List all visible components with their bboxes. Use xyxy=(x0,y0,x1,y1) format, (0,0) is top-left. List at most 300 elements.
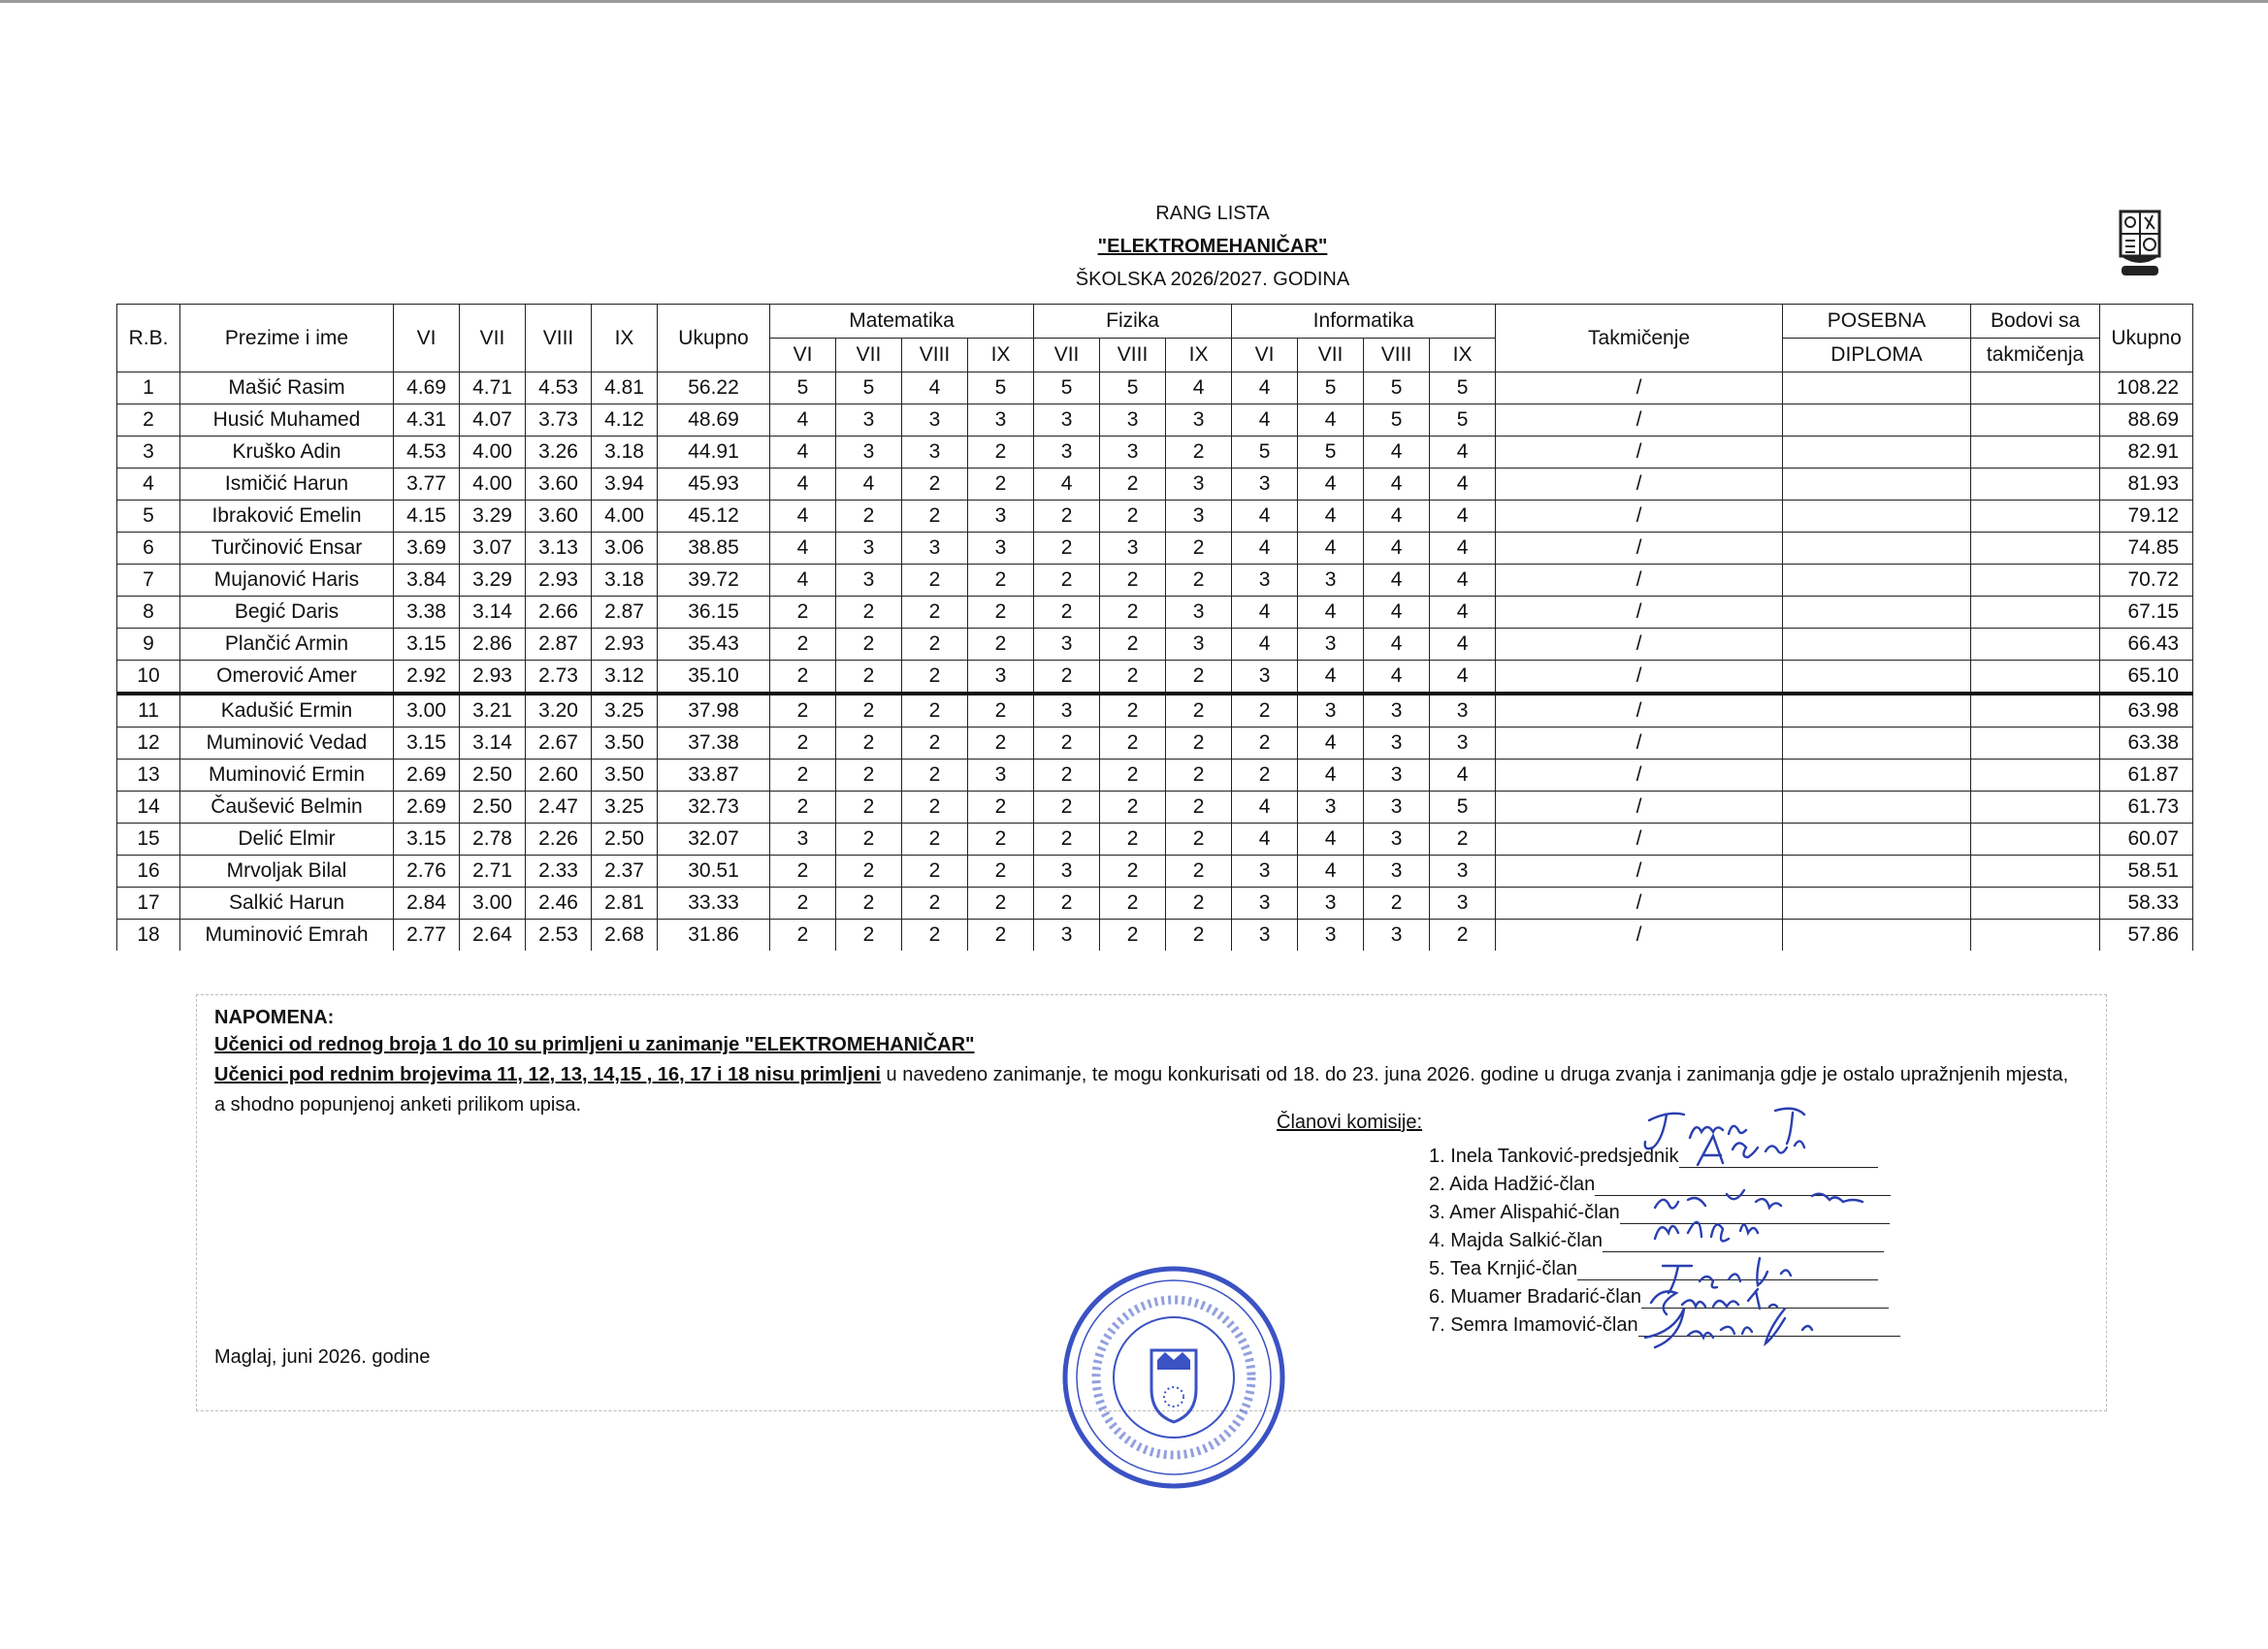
cell-informatika: 5 xyxy=(1364,404,1430,436)
cell-fizika: 2 xyxy=(1100,856,1166,888)
cell-matematika: 2 xyxy=(902,728,968,760)
cell-informatika: 3 xyxy=(1298,629,1364,661)
cell-informatika: 3 xyxy=(1232,565,1298,597)
cell-posebna xyxy=(1783,920,1971,952)
cell-informatika: 4 xyxy=(1364,597,1430,629)
cell-informatika: 3 xyxy=(1298,920,1364,952)
cell-bodovi xyxy=(1971,728,2100,760)
cell-informatika: 3 xyxy=(1364,856,1430,888)
cell-matematika: 2 xyxy=(968,824,1034,856)
cell-informatika: 3 xyxy=(1364,694,1430,728)
commission-member: 4. Majda Salkić-član xyxy=(1429,1230,1884,1252)
cell-matematika: 3 xyxy=(836,404,902,436)
cell-grade: 3.60 xyxy=(526,469,592,501)
cell-posebna xyxy=(1783,629,1971,661)
cell-fizika: 2 xyxy=(1034,760,1100,792)
cell-grade: 3.50 xyxy=(592,728,658,760)
cell-grade: 2.92 xyxy=(394,661,460,695)
cell-matematika: 3 xyxy=(836,533,902,565)
cell-name: Muminović Emrah xyxy=(180,920,394,952)
cell-bodovi xyxy=(1971,597,2100,629)
cell-matematika: 3 xyxy=(836,436,902,469)
cell-informatika: 3 xyxy=(1298,694,1364,728)
col-fizika: Fizika xyxy=(1034,305,1232,339)
note-title: NAPOMENA: xyxy=(214,1007,335,1028)
cell-fizika: 4 xyxy=(1166,372,1232,404)
commission-member: 1. Inela Tanković-predsjednik xyxy=(1429,1146,1878,1168)
cell-bodovi xyxy=(1971,501,2100,533)
cell-informatika: 2 xyxy=(1232,728,1298,760)
cell-takmicenje: / xyxy=(1496,565,1783,597)
col-vi: VI xyxy=(394,305,460,372)
cell-fizika: 2 xyxy=(1166,792,1232,824)
cell-matematika: 2 xyxy=(968,792,1034,824)
cell-informatika: 4 xyxy=(1232,501,1298,533)
cell-matematika: 2 xyxy=(770,661,836,695)
school-logo-icon xyxy=(2118,210,2162,281)
cell-matematika: 3 xyxy=(902,533,968,565)
header-school-year: ŠKOLSKA 2026/2027. GODINA xyxy=(1075,269,1350,290)
col-name: Prezime i ime xyxy=(180,305,394,372)
cell-informatika: 4 xyxy=(1298,856,1364,888)
cell-rb: 7 xyxy=(117,565,180,597)
cell-posebna xyxy=(1783,533,1971,565)
ranking-table-body xyxy=(117,372,2193,952)
cell-grade: 2.67 xyxy=(526,728,592,760)
cell-informatika: 4 xyxy=(1298,824,1364,856)
cell-grade: 4.81 xyxy=(592,372,658,404)
cell-grade: 4.00 xyxy=(460,469,526,501)
cell-fizika: 3 xyxy=(1034,404,1100,436)
cell-rb: 6 xyxy=(117,533,180,565)
cell-ukupno: 45.12 xyxy=(658,501,770,533)
cell-matematika: 2 xyxy=(836,694,902,728)
col-bodovi-2: takmičenja xyxy=(1971,339,2100,372)
cell-total: 74.85 xyxy=(2100,533,2193,565)
cell-rb: 14 xyxy=(117,792,180,824)
cell-informatika: 4 xyxy=(1232,533,1298,565)
col-viii: VIII xyxy=(526,305,592,372)
cell-grade: 2.50 xyxy=(460,792,526,824)
cell-fizika: 3 xyxy=(1034,629,1100,661)
cell-bodovi xyxy=(1971,533,2100,565)
cell-informatika: 5 xyxy=(1232,436,1298,469)
cell-takmicenje: / xyxy=(1496,404,1783,436)
cell-grade: 2.46 xyxy=(526,888,592,920)
cell-bodovi xyxy=(1971,469,2100,501)
cell-informatika: 5 xyxy=(1298,436,1364,469)
cell-grade: 4.00 xyxy=(460,436,526,469)
col-inf-ix: IX xyxy=(1430,339,1496,372)
cell-posebna xyxy=(1783,501,1971,533)
col-fiz-ix: IX xyxy=(1166,339,1232,372)
cell-total: 81.93 xyxy=(2100,469,2193,501)
col-ukupno-final: Ukupno xyxy=(2100,305,2193,372)
cell-matematika: 3 xyxy=(770,824,836,856)
cell-informatika: 4 xyxy=(1430,501,1496,533)
col-mat-ix: IX xyxy=(968,339,1034,372)
cell-informatika: 5 xyxy=(1430,372,1496,404)
cell-matematika: 2 xyxy=(836,792,902,824)
cell-total: 58.33 xyxy=(2100,888,2193,920)
cell-informatika: 4 xyxy=(1298,597,1364,629)
cell-fizika: 2 xyxy=(1100,661,1166,695)
cell-posebna xyxy=(1783,856,1971,888)
cell-fizika: 2 xyxy=(1034,888,1100,920)
commission-title: Članovi komisije: xyxy=(1277,1112,1423,1133)
cell-grade: 2.84 xyxy=(394,888,460,920)
cell-informatika: 4 xyxy=(1298,469,1364,501)
table-row xyxy=(117,597,2193,629)
col-informatika: Informatika xyxy=(1232,305,1496,339)
cell-informatika: 2 xyxy=(1430,920,1496,952)
cell-grade: 3.15 xyxy=(394,728,460,760)
cell-bodovi xyxy=(1971,856,2100,888)
cell-total: 60.07 xyxy=(2100,824,2193,856)
cell-rb: 8 xyxy=(117,597,180,629)
cell-takmicenje: / xyxy=(1496,661,1783,695)
cell-fizika: 2 xyxy=(1100,469,1166,501)
cell-grade: 3.25 xyxy=(592,792,658,824)
cell-grade: 3.20 xyxy=(526,694,592,728)
cell-informatika: 3 xyxy=(1232,661,1298,695)
cell-informatika: 4 xyxy=(1232,597,1298,629)
cell-matematika: 4 xyxy=(770,404,836,436)
cell-fizika: 2 xyxy=(1034,565,1100,597)
cell-matematika: 3 xyxy=(836,565,902,597)
table-row xyxy=(117,404,2193,436)
cell-fizika: 2 xyxy=(1166,888,1232,920)
cell-informatika: 3 xyxy=(1232,920,1298,952)
cell-informatika: 3 xyxy=(1430,856,1496,888)
document-header xyxy=(873,197,1552,296)
cell-rb: 16 xyxy=(117,856,180,888)
cell-matematika: 4 xyxy=(770,533,836,565)
cell-bodovi xyxy=(1971,629,2100,661)
cell-total: 70.72 xyxy=(2100,565,2193,597)
cell-fizika: 2 xyxy=(1034,728,1100,760)
cell-ukupno: 32.07 xyxy=(658,824,770,856)
table-row xyxy=(117,469,2193,501)
cell-bodovi xyxy=(1971,661,2100,695)
cell-fizika: 5 xyxy=(1034,372,1100,404)
cell-matematika: 2 xyxy=(968,694,1034,728)
col-rb: R.B. xyxy=(117,305,180,372)
cell-name: Begić Daris xyxy=(180,597,394,629)
table-row xyxy=(117,856,2193,888)
cell-informatika: 4 xyxy=(1232,629,1298,661)
cell-ukupno: 48.69 xyxy=(658,404,770,436)
cell-ukupno: 33.87 xyxy=(658,760,770,792)
ranking-table xyxy=(116,304,2193,951)
table-row xyxy=(117,824,2193,856)
note-not-accepted-rest: u navedeno zanimanje, te mogu konkurisati od 18. do 23. juna 2026. godine u druga zvanja i zanimanja gdje je ostalo upražnjenih mjesta, a shodno popunjenoj anketi prilikom upisa. xyxy=(214,1064,2069,1116)
cell-matematika: 2 xyxy=(968,856,1034,888)
cell-informatika: 4 xyxy=(1298,728,1364,760)
cell-matematika: 2 xyxy=(902,629,968,661)
cell-total: 88.69 xyxy=(2100,404,2193,436)
cell-ukupno: 37.98 xyxy=(658,694,770,728)
table-row xyxy=(117,694,2193,728)
cell-matematika: 4 xyxy=(836,469,902,501)
cell-grade: 4.53 xyxy=(526,372,592,404)
cell-matematika: 5 xyxy=(968,372,1034,404)
cell-total: 58.51 xyxy=(2100,856,2193,888)
cell-informatika: 3 xyxy=(1232,888,1298,920)
cell-matematika: 2 xyxy=(902,694,968,728)
col-inf-vi: VI xyxy=(1232,339,1298,372)
table-row xyxy=(117,661,2193,695)
cell-fizika: 2 xyxy=(1166,824,1232,856)
cell-fizika: 2 xyxy=(1166,920,1232,952)
cell-grade: 4.12 xyxy=(592,404,658,436)
cell-rb: 3 xyxy=(117,436,180,469)
cell-rb: 17 xyxy=(117,888,180,920)
cell-name: Omerović Amer xyxy=(180,661,394,695)
cell-matematika: 4 xyxy=(770,469,836,501)
cell-matematika: 2 xyxy=(836,888,902,920)
cell-fizika: 3 xyxy=(1100,404,1166,436)
cell-posebna xyxy=(1783,661,1971,695)
cell-grade: 2.76 xyxy=(394,856,460,888)
cell-rb: 9 xyxy=(117,629,180,661)
top-border-line xyxy=(0,0,2268,3)
cell-matematika: 2 xyxy=(902,565,968,597)
cell-ukupno: 38.85 xyxy=(658,533,770,565)
cell-matematika: 4 xyxy=(770,501,836,533)
cell-informatika: 4 xyxy=(1364,533,1430,565)
cell-fizika: 2 xyxy=(1166,728,1232,760)
cell-fizika: 2 xyxy=(1100,920,1166,952)
table-row xyxy=(117,565,2193,597)
cell-matematika: 3 xyxy=(968,760,1034,792)
cell-matematika: 2 xyxy=(968,597,1034,629)
cell-matematika: 2 xyxy=(902,856,968,888)
cell-informatika: 4 xyxy=(1298,760,1364,792)
cell-ukupno: 56.22 xyxy=(658,372,770,404)
col-inf-vii: VII xyxy=(1298,339,1364,372)
cell-fizika: 3 xyxy=(1100,436,1166,469)
cell-matematika: 3 xyxy=(902,404,968,436)
cell-grade: 3.07 xyxy=(460,533,526,565)
commission-member: 7. Semra Imamović-član xyxy=(1429,1314,1900,1337)
cell-fizika: 2 xyxy=(1100,760,1166,792)
cell-informatika: 2 xyxy=(1430,824,1496,856)
cell-informatika: 4 xyxy=(1298,533,1364,565)
cell-informatika: 3 xyxy=(1430,888,1496,920)
cell-total: 61.87 xyxy=(2100,760,2193,792)
cell-informatika: 4 xyxy=(1430,629,1496,661)
cell-informatika: 4 xyxy=(1430,565,1496,597)
cell-ukupno: 32.73 xyxy=(658,792,770,824)
table-row xyxy=(117,920,2193,952)
cell-informatika: 3 xyxy=(1430,728,1496,760)
cell-fizika: 2 xyxy=(1034,597,1100,629)
cell-matematika: 2 xyxy=(902,920,968,952)
cell-fizika: 3 xyxy=(1034,920,1100,952)
cell-grade: 2.93 xyxy=(592,629,658,661)
cell-informatika: 5 xyxy=(1364,372,1430,404)
cell-ukupno: 44.91 xyxy=(658,436,770,469)
col-ukupno: Ukupno xyxy=(658,305,770,372)
cell-fizika: 2 xyxy=(1100,629,1166,661)
cell-informatika: 4 xyxy=(1430,533,1496,565)
cell-informatika: 4 xyxy=(1364,436,1430,469)
cell-fizika: 2 xyxy=(1100,565,1166,597)
cell-name: Salkić Harun xyxy=(180,888,394,920)
cell-informatika: 3 xyxy=(1430,694,1496,728)
cell-informatika: 3 xyxy=(1232,856,1298,888)
cell-grade: 3.06 xyxy=(592,533,658,565)
col-fiz-viii: VIII xyxy=(1100,339,1166,372)
cell-matematika: 5 xyxy=(836,372,902,404)
cell-name: Turčinović Ensar xyxy=(180,533,394,565)
cell-informatika: 2 xyxy=(1232,694,1298,728)
cell-informatika: 3 xyxy=(1364,824,1430,856)
cell-grade: 4.00 xyxy=(592,501,658,533)
cell-bodovi xyxy=(1971,888,2100,920)
col-vii: VII xyxy=(460,305,526,372)
cell-grade: 2.33 xyxy=(526,856,592,888)
cell-matematika: 2 xyxy=(836,920,902,952)
cell-grade: 3.38 xyxy=(394,597,460,629)
cell-name: Delić Elmir xyxy=(180,824,394,856)
cell-total: 61.73 xyxy=(2100,792,2193,824)
cell-matematika: 5 xyxy=(770,372,836,404)
cell-total: 65.10 xyxy=(2100,661,2193,695)
cell-total: 79.12 xyxy=(2100,501,2193,533)
cell-matematika: 2 xyxy=(836,597,902,629)
cell-name: Muminović Vedad xyxy=(180,728,394,760)
cell-posebna xyxy=(1783,888,1971,920)
table-row xyxy=(117,792,2193,824)
cell-grade: 4.31 xyxy=(394,404,460,436)
cell-grade: 3.00 xyxy=(394,694,460,728)
cell-fizika: 2 xyxy=(1166,436,1232,469)
col-inf-viii: VIII xyxy=(1364,339,1430,372)
cell-informatika: 4 xyxy=(1232,404,1298,436)
cell-posebna xyxy=(1783,597,1971,629)
cell-fizika: 2 xyxy=(1166,533,1232,565)
cell-posebna xyxy=(1783,760,1971,792)
cell-grade: 2.50 xyxy=(592,824,658,856)
table-row xyxy=(117,728,2193,760)
cell-informatika: 5 xyxy=(1430,792,1496,824)
commission-member: 3. Amer Alispahić-član xyxy=(1429,1202,1890,1224)
table-row xyxy=(117,760,2193,792)
cell-grade: 4.69 xyxy=(394,372,460,404)
cell-grade: 4.71 xyxy=(460,372,526,404)
cell-informatika: 3 xyxy=(1232,469,1298,501)
cell-matematika: 2 xyxy=(770,629,836,661)
cell-matematika: 2 xyxy=(836,728,902,760)
col-ix: IX xyxy=(592,305,658,372)
cell-bodovi xyxy=(1971,436,2100,469)
cell-rb: 15 xyxy=(117,824,180,856)
cell-takmicenje: / xyxy=(1496,920,1783,952)
cell-posebna xyxy=(1783,372,1971,404)
cell-matematika: 3 xyxy=(968,501,1034,533)
col-posebna: POSEBNA xyxy=(1783,305,1971,339)
cell-informatika: 2 xyxy=(1232,760,1298,792)
cell-matematika: 2 xyxy=(836,661,902,695)
cell-grade: 3.29 xyxy=(460,565,526,597)
cell-fizika: 2 xyxy=(1100,824,1166,856)
cell-informatika: 3 xyxy=(1364,728,1430,760)
cell-matematika: 2 xyxy=(770,888,836,920)
col-mat-vii: VII xyxy=(836,339,902,372)
cell-bodovi xyxy=(1971,760,2100,792)
cell-matematika: 2 xyxy=(968,629,1034,661)
cell-informatika: 3 xyxy=(1364,760,1430,792)
cell-posebna xyxy=(1783,694,1971,728)
cell-informatika: 4 xyxy=(1298,404,1364,436)
commission-member: 2. Aida Hadžić-član xyxy=(1429,1174,1891,1196)
cell-grade: 4.15 xyxy=(394,501,460,533)
cell-rb: 12 xyxy=(117,728,180,760)
cell-grade: 4.07 xyxy=(460,404,526,436)
cell-matematika: 2 xyxy=(770,760,836,792)
cell-rb: 1 xyxy=(117,372,180,404)
cell-grade: 2.50 xyxy=(460,760,526,792)
cell-name: Kruško Adin xyxy=(180,436,394,469)
cell-takmicenje: / xyxy=(1496,372,1783,404)
cell-ukupno: 33.33 xyxy=(658,888,770,920)
cell-grade: 2.93 xyxy=(460,661,526,695)
cell-grade: 3.21 xyxy=(460,694,526,728)
cell-informatika: 3 xyxy=(1364,920,1430,952)
cell-grade: 3.84 xyxy=(394,565,460,597)
cell-grade: 2.26 xyxy=(526,824,592,856)
cell-grade: 3.60 xyxy=(526,501,592,533)
cell-matematika: 2 xyxy=(902,469,968,501)
cell-fizika: 2 xyxy=(1166,856,1232,888)
col-fiz-vii: VII xyxy=(1034,339,1100,372)
cell-takmicenje: / xyxy=(1496,728,1783,760)
cell-grade: 3.29 xyxy=(460,501,526,533)
cell-takmicenje: / xyxy=(1496,436,1783,469)
cell-informatika: 4 xyxy=(1364,661,1430,695)
cell-takmicenje: / xyxy=(1496,501,1783,533)
cell-grade: 2.78 xyxy=(460,824,526,856)
table-row xyxy=(117,888,2193,920)
cell-grade: 2.69 xyxy=(394,760,460,792)
header-occupation: "ELEKTROMEHANIČAR" xyxy=(1097,236,1328,257)
cell-bodovi xyxy=(1971,920,2100,952)
cell-name: Mujanović Haris xyxy=(180,565,394,597)
cell-matematika: 2 xyxy=(836,824,902,856)
header-title: RANG LISTA xyxy=(1155,203,1270,224)
cell-fizika: 2 xyxy=(1100,597,1166,629)
col-mat-vi: VI xyxy=(770,339,836,372)
cell-fizika: 2 xyxy=(1166,661,1232,695)
cell-matematika: 4 xyxy=(770,565,836,597)
cell-informatika: 4 xyxy=(1232,792,1298,824)
cell-ukupno: 31.86 xyxy=(658,920,770,952)
cell-ukupno: 30.51 xyxy=(658,856,770,888)
cell-grade: 3.94 xyxy=(592,469,658,501)
cell-name: Mašić Rasim xyxy=(180,372,394,404)
cell-name: Ismičić Harun xyxy=(180,469,394,501)
cell-informatika: 4 xyxy=(1430,661,1496,695)
cell-informatika: 4 xyxy=(1298,501,1364,533)
cell-rb: 5 xyxy=(117,501,180,533)
cell-matematika: 2 xyxy=(770,597,836,629)
cell-rb: 10 xyxy=(117,661,180,695)
cell-fizika: 2 xyxy=(1166,565,1232,597)
cell-grade: 3.14 xyxy=(460,728,526,760)
cell-grade: 2.37 xyxy=(592,856,658,888)
